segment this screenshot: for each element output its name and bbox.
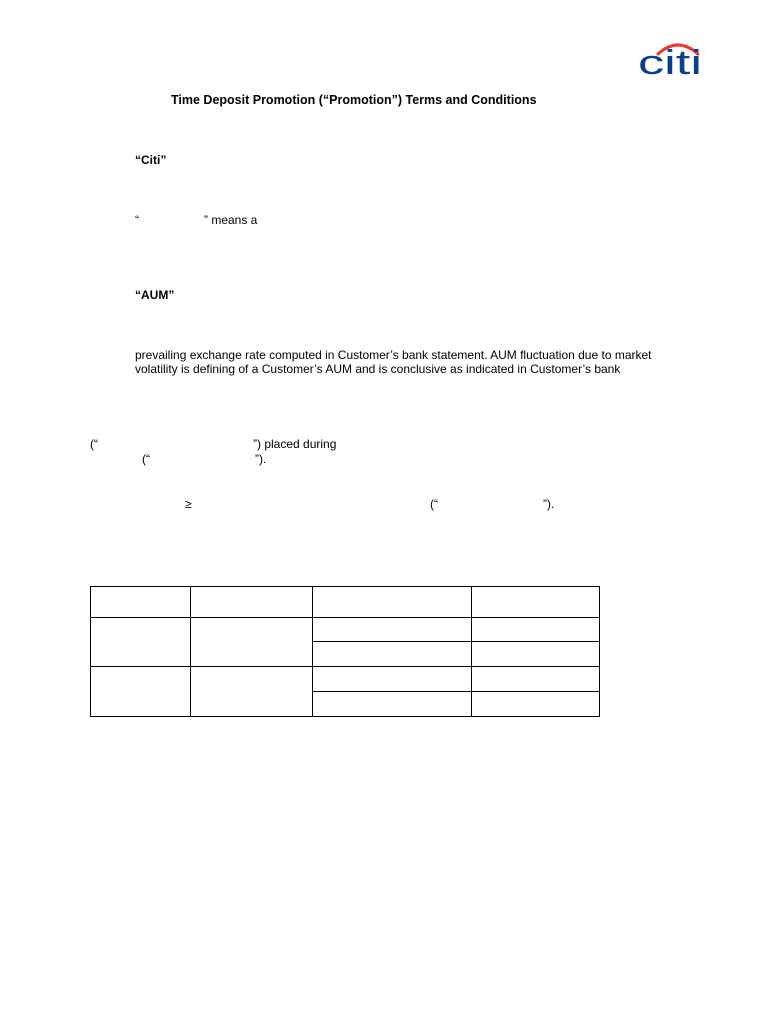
logo-text: citi <box>638 44 702 78</box>
table-cell <box>91 667 191 717</box>
citi-logo <box>638 38 702 78</box>
table-row <box>91 618 600 642</box>
clause-1-open-quote: (“ <box>90 437 98 451</box>
table-cell <box>472 667 600 692</box>
aum-definition-term: “AUM” <box>135 288 175 302</box>
clause-2-close-quote: ”). <box>255 452 267 466</box>
table-row <box>91 667 600 692</box>
table-cell <box>313 642 472 667</box>
table-cell <box>313 587 472 618</box>
table-header-row <box>91 587 600 618</box>
aum-text-line-2: volatility is defining of a Customer’s AUM and is conclusive as indicated in Customer’s bank <box>135 362 621 376</box>
table-cell <box>472 642 600 667</box>
table-cell <box>191 587 313 618</box>
document-title: Time Deposit Promotion (“Promotion”) Terms and Conditions <box>171 93 537 107</box>
clause-3-open-quote: (“ <box>430 497 438 511</box>
table-cell <box>91 587 191 618</box>
table-cell <box>191 667 313 717</box>
greater-or-equal-symbol: ≥ <box>185 497 192 511</box>
table-cell <box>313 618 472 642</box>
table-cell <box>472 618 600 642</box>
clause-2-open-quote: (“ <box>142 452 150 466</box>
definition-means-text: ” means a <box>204 213 258 227</box>
table-cell <box>313 667 472 692</box>
aum-text-line-1: prevailing exchange rate computed in Customer’s bank statement. AUM fluctuation due to market <box>135 348 652 362</box>
table-cell <box>472 587 600 618</box>
table-cell <box>191 618 313 667</box>
clause-3-close-quote: ”). <box>543 497 555 511</box>
clause-1-text: ”) placed during <box>253 437 337 451</box>
definition-open-quote: “ <box>135 213 139 227</box>
table-cell <box>472 692 600 717</box>
table-cell <box>91 618 191 667</box>
table-cell <box>313 692 472 717</box>
citi-definition-term: “Citi” <box>135 153 167 167</box>
promotion-rate-table <box>90 586 600 717</box>
